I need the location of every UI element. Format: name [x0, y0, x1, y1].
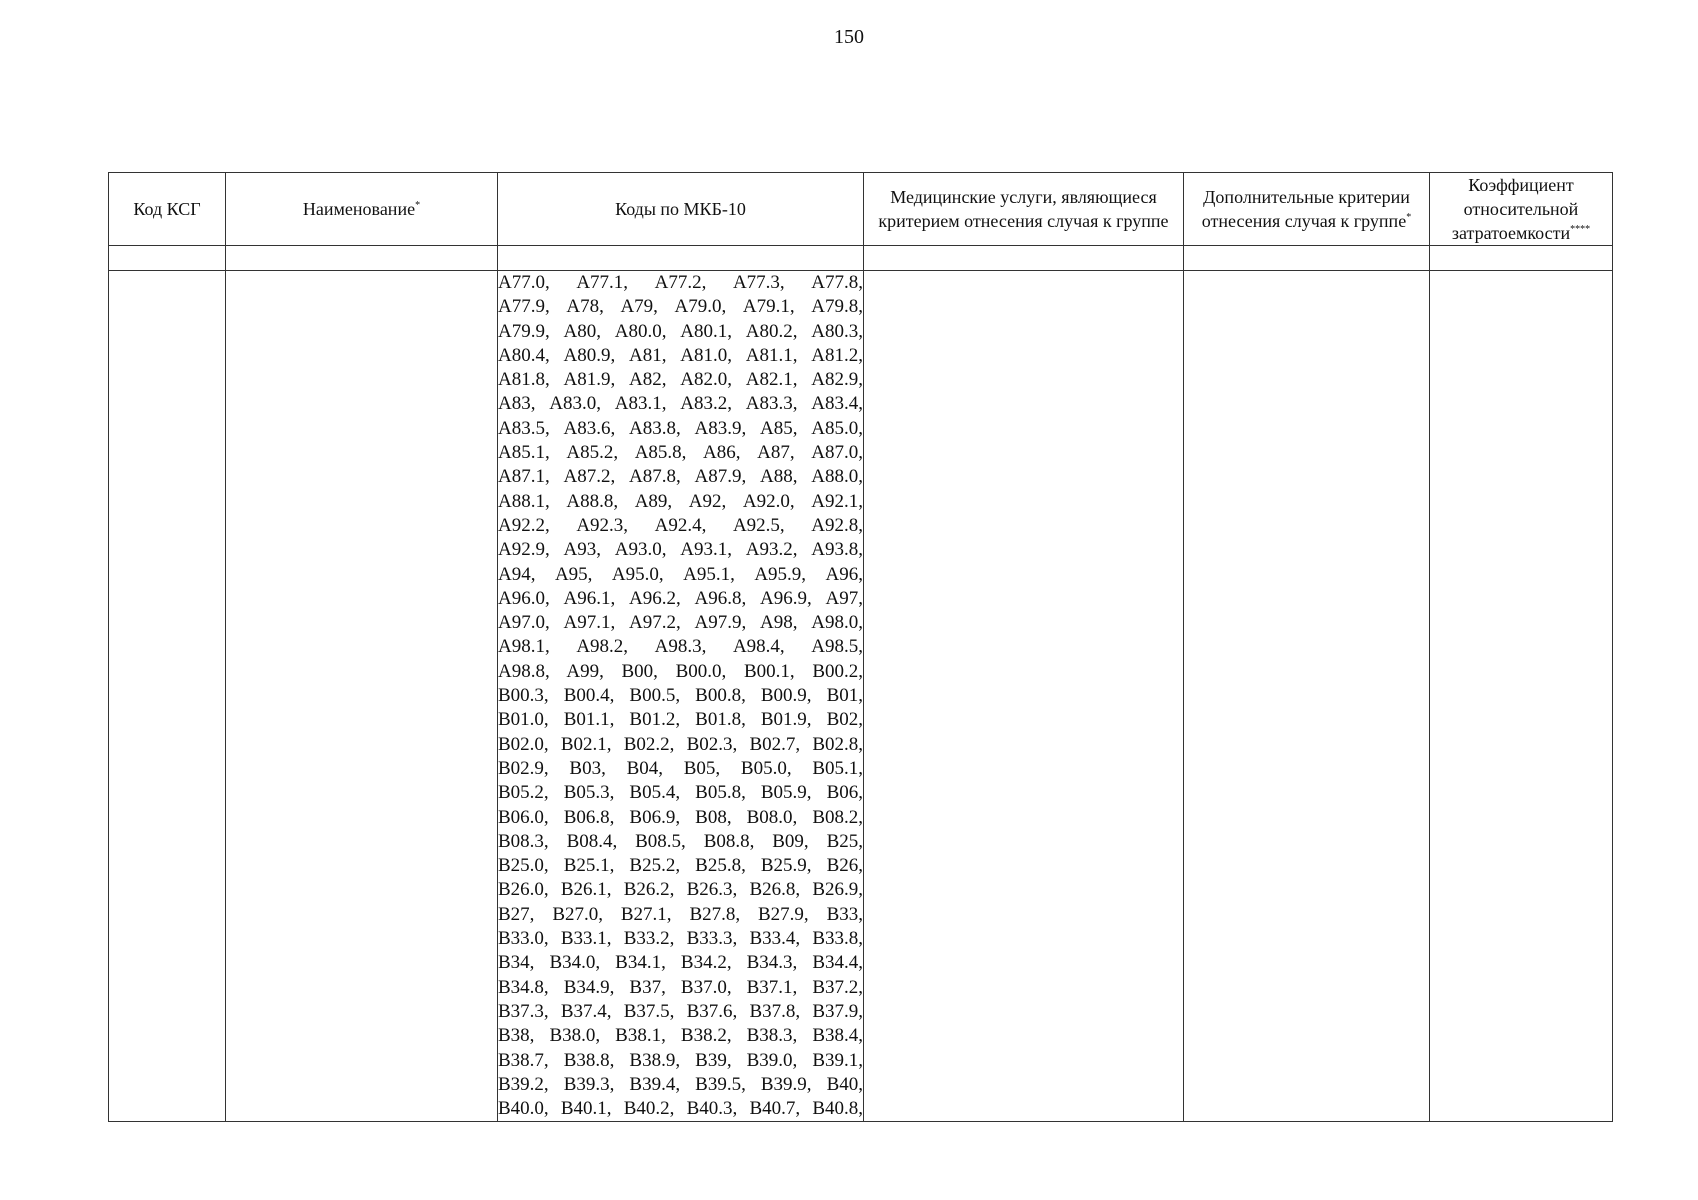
header-icd-codes: Коды по МКБ-10 — [498, 173, 864, 246]
icd-code-line: B00.3, B00.4, B00.5, B00.8, B00.9, B01, — [498, 685, 863, 707]
medical-services-cell — [864, 271, 1184, 1122]
icd-code-line: B26.0, B26.1, B26.2, B26.3, B26.8, B26.9, — [498, 879, 863, 901]
footnote-mark: * — [415, 200, 421, 211]
icd-code-line: B38, B38.0, B38.1, B38.2, B38.3, B38.4, — [498, 1025, 863, 1047]
table-cell — [864, 246, 1184, 271]
table-cell — [109, 246, 226, 271]
icd-code-line: B25.0, B25.1, B25.2, B25.8, B25.9, B26, — [498, 855, 863, 877]
ksg-code-cell — [109, 271, 226, 1122]
table-row — [109, 271, 1613, 1122]
header-ksg-code: Код КСГ — [109, 173, 226, 246]
icd-code-line: B40.0, B40.1, B40.2, B40.3, B40.7, B40.8, — [498, 1098, 863, 1120]
icd-code-line: A79.9, A80, A80.0, A80.1, A80.2, A80.3, — [498, 320, 863, 342]
table-cell — [226, 246, 498, 271]
icd-codes-cell — [498, 271, 864, 1122]
icd-code-line: B34.8, B34.9, B37, B37.0, B37.1, B37.2, — [498, 976, 863, 998]
footnote-mark: **** — [1570, 224, 1591, 235]
icd-code-line: A98.1, A98.2, A98.3, A98.4, A98.5, — [498, 636, 863, 658]
cost-coefficient-cell — [1430, 271, 1613, 1122]
icd-code-line: A77.0, A77.1, A77.2, A77.3, A77.8, — [498, 272, 863, 293]
header-row — [109, 173, 1613, 246]
icd-code-line: A83.5, A83.6, A83.8, A83.9, A85, A85.0, — [498, 417, 863, 439]
icd-code-line: A96.0, A96.1, A96.2, A96.8, A96.9, A97, — [498, 587, 863, 609]
icd-code-line: A83, A83.0, A83.1, A83.2, A83.3, A83.4, — [498, 393, 863, 415]
footnote-mark: * — [1406, 212, 1412, 223]
icd-code-line: A94, A95, A95.0, A95.1, A95.9, A96, — [498, 563, 863, 585]
icd-code-line: B02.0, B02.1, B02.2, B02.3, B02.7, B02.8, — [498, 733, 863, 755]
table-cell — [498, 246, 864, 271]
table-cell — [1430, 246, 1613, 271]
ksg-table — [108, 172, 1613, 1122]
additional-criteria-cell — [1184, 271, 1430, 1122]
icd-code-line: A92.9, A93, A93.0, A93.1, A93.2, A93.8, — [498, 539, 863, 561]
header-name: Наименование* — [226, 173, 498, 246]
icd-code-line: A92.2, A92.3, A92.4, A92.5, A92.8, — [498, 514, 863, 536]
icd-code-line: B02.9, B03, B04, B05, B05.0, B05.1, — [498, 757, 863, 779]
header-additional-criteria: Дополнительные критерии отнесения случая к группе* — [1184, 173, 1430, 246]
icd-codes-list — [498, 271, 863, 1121]
icd-code-line: A87.1, A87.2, A87.8, A87.9, A88, A88.0, — [498, 466, 863, 488]
icd-code-line: B38.7, B38.8, B38.9, B39, B39.0, B39.1, — [498, 1049, 863, 1071]
icd-code-line: B27, B27.0, B27.1, B27.8, B27.9, B33, — [498, 903, 863, 925]
icd-code-line: B37.3, B37.4, B37.5, B37.6, B37.8, B37.9, — [498, 1000, 863, 1022]
page-number: 150 — [834, 26, 864, 48]
icd-code-line: A97.0, A97.1, A97.2, A97.9, A98, A98.0, — [498, 612, 863, 634]
icd-code-line: A81.8, A81.9, A82, A82.0, A82.1, A82.9, — [498, 369, 863, 391]
icd-code-line: B05.2, B05.3, B05.4, B05.8, B05.9, B06, — [498, 782, 863, 804]
icd-code-line: B06.0, B06.8, B06.9, B08, B08.0, B08.2, — [498, 806, 863, 828]
icd-code-line: A77.9, A78, A79, A79.0, A79.1, A79.8, — [498, 296, 863, 318]
icd-code-line: B39.2, B39.3, B39.4, B39.5, B39.9, B40, — [498, 1073, 863, 1095]
icd-code-line: B33.0, B33.1, B33.2, B33.3, B33.4, B33.8, — [498, 928, 863, 950]
empty-row — [109, 246, 1613, 271]
icd-code-line: B01.0, B01.1, B01.2, B01.8, B01.9, B02, — [498, 709, 863, 731]
header-cost-coefficient: Коэффициент относительной затратоемкости**** — [1430, 173, 1613, 246]
icd-code-line: A98.8, A99, B00, B00.0, B00.1, B00.2, — [498, 660, 863, 682]
icd-code-line: A85.1, A85.2, A85.8, A86, A87, A87.0, — [498, 442, 863, 464]
table-cell — [1184, 246, 1430, 271]
icd-code-line: B34, B34.0, B34.1, B34.2, B34.3, B34.4, — [498, 952, 863, 974]
icd-code-line: B08.3, B08.4, B08.5, B08.8, B09, B25, — [498, 830, 863, 852]
icd-code-line: A88.1, A88.8, A89, A92, A92.0, A92.1, — [498, 490, 863, 512]
name-cell — [226, 271, 498, 1122]
header-medical-services: Медицинские услуги, являющиеся критерием отнесения случая к группе — [864, 173, 1184, 246]
icd-code-line: A80.4, A80.9, A81, A81.0, A81.1, A81.2, — [498, 344, 863, 366]
